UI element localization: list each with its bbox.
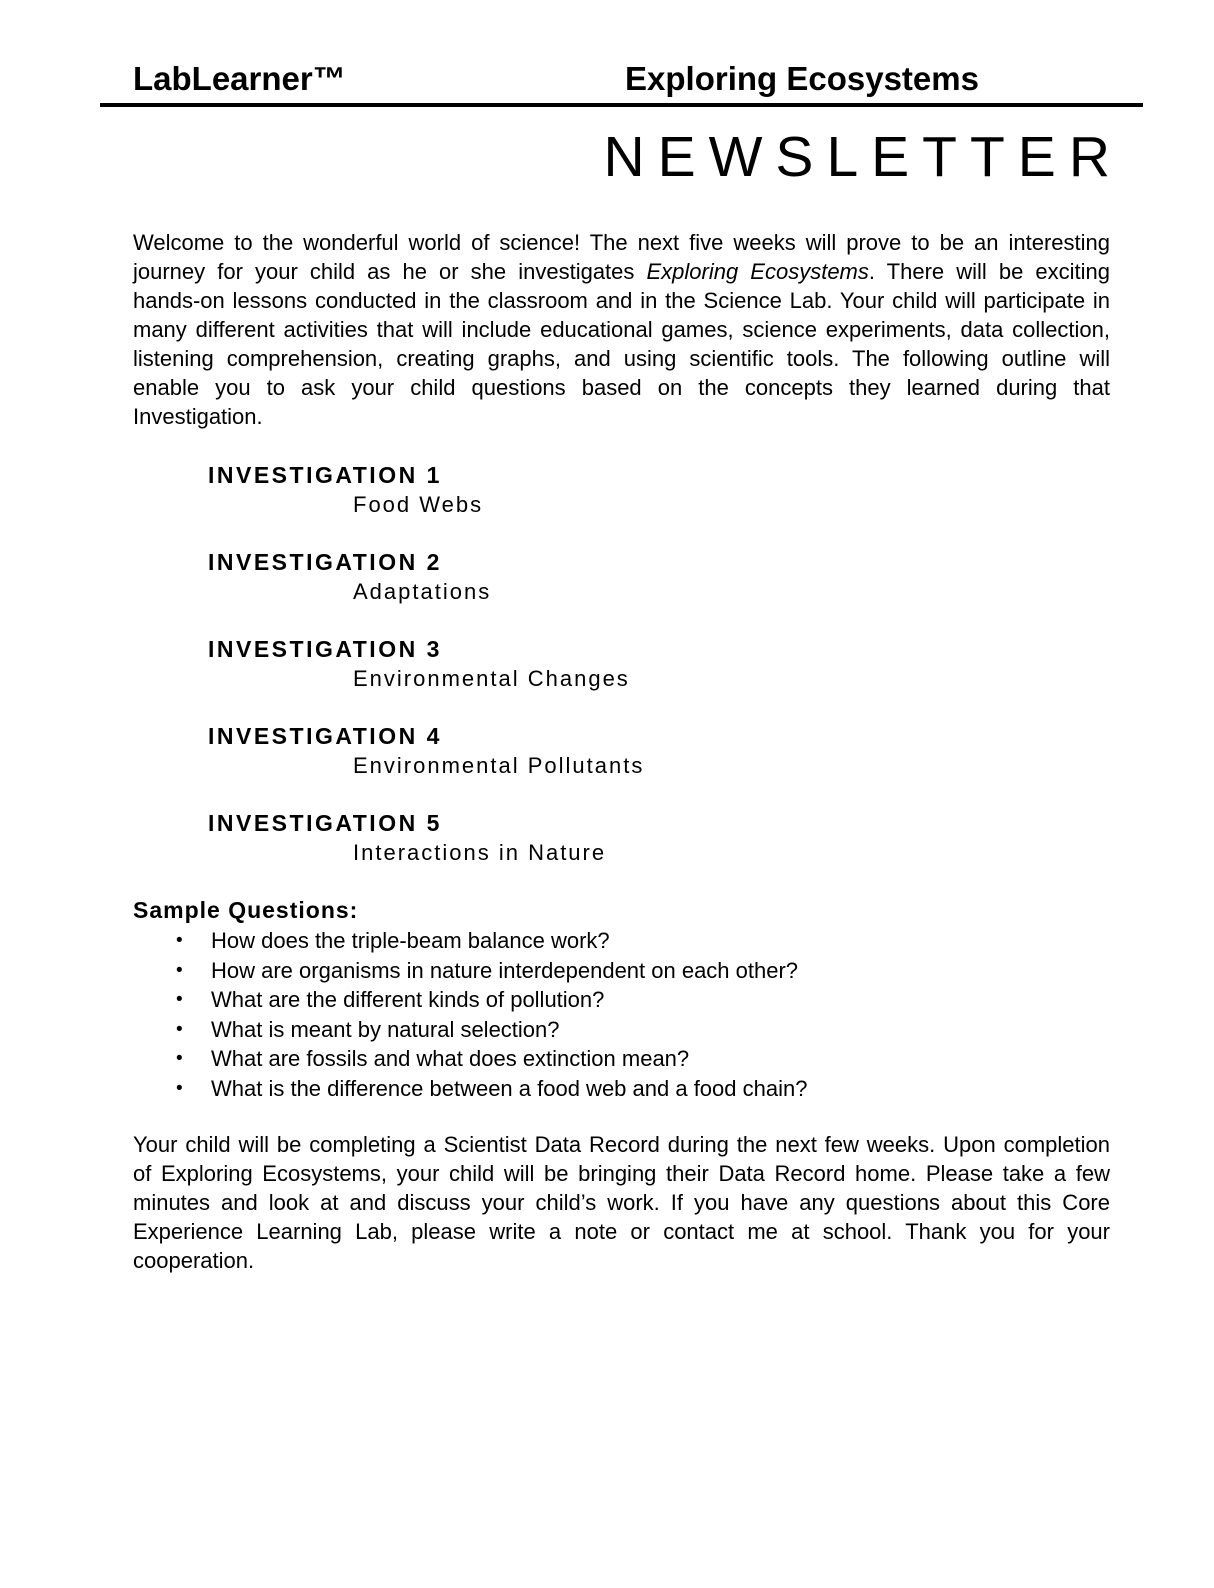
investigation-topic: Adaptations	[353, 579, 492, 604]
investigation-topic: Food Webs	[353, 492, 484, 517]
question-text: How does the triple-beam balance work?	[211, 928, 610, 953]
question-list	[133, 926, 1110, 1103]
question-text: What are the different kinds of pollution?	[211, 987, 605, 1012]
investigation-topic: Interactions in Nature	[353, 840, 607, 865]
investigation-topic: Environmental Pollutants	[353, 753, 645, 778]
investigation-label: INVESTIGATION 1	[208, 462, 442, 488]
question-text: What are fossils and what does extinction mean?	[211, 1046, 690, 1071]
question-text: What is the difference between a food web and a food chain?	[211, 1075, 808, 1101]
bullet-icon: •	[176, 1077, 183, 1099]
bullet-icon: •	[176, 930, 183, 951]
question-item	[133, 1015, 1110, 1045]
intro-paragraph	[133, 228, 1110, 431]
investigation-item	[133, 548, 1110, 606]
brand-name: LabLearner™	[133, 60, 346, 97]
question-item	[133, 985, 1110, 1015]
question-item	[133, 1074, 1110, 1104]
investigation-label: INVESTIGATION 2	[208, 549, 442, 575]
question-text: How are organisms in nature interdependent on each other?	[211, 957, 799, 983]
newsletter-title: NEWSLETTER	[603, 125, 1123, 189]
investigation-label: INVESTIGATION 5	[208, 810, 442, 836]
bullet-icon: •	[176, 1048, 183, 1069]
question-item	[133, 926, 1110, 956]
question-text: What is meant by natural selection?	[211, 1016, 560, 1042]
intro-italic-course-name: Exploring Ecosystems	[646, 259, 869, 284]
sample-questions-heading: Sample Questions:	[133, 897, 359, 923]
investigations-list	[133, 461, 1110, 867]
investigation-item	[133, 635, 1110, 693]
question-item	[133, 1044, 1110, 1074]
investigation-item	[133, 722, 1110, 780]
course-title: Exploring Ecosystems	[625, 60, 979, 97]
bullet-icon: •	[176, 959, 183, 981]
investigation-label: INVESTIGATION 4	[208, 723, 442, 749]
intro-text-start: Welcome to the wonderful world of science! The next five weeks will prove to be an interesting journey for your child as he or she investigates	[133, 230, 1110, 284]
masthead	[133, 0, 1110, 98]
investigation-item	[133, 809, 1110, 867]
question-item	[133, 956, 1110, 986]
intro-text-end: . There will be exciting hands-on lessons conducted in the classroom and in the Science Lab. Your child will participate in many different activities that will include educational games, science experiments, data collection, listening comprehension, creating graphs, and using scientific tools. The following outline will enable you to ask your child questions based on the concepts they learned during that Investigation.	[133, 259, 1111, 429]
investigation-topic: Environmental Changes	[353, 666, 630, 691]
header-divider	[100, 103, 1143, 107]
bullet-icon: •	[176, 1018, 183, 1040]
investigation-item	[133, 461, 1110, 519]
bullet-icon: •	[176, 989, 183, 1010]
closing-paragraph: Your child will be completing a Scientist Data Record during the next few weeks. Upon completion of Exploring Ecosystems, your child will be bringing their Data Record home. Please take a few minutes and look at and discuss your child’s work. If you have any questions about this Core Experience Learning Lab, please write a note or contact me at school. Thank you for your cooperation.	[133, 1132, 1110, 1273]
investigation-label: INVESTIGATION 3	[208, 636, 442, 662]
sample-questions-section	[133, 896, 1110, 1103]
